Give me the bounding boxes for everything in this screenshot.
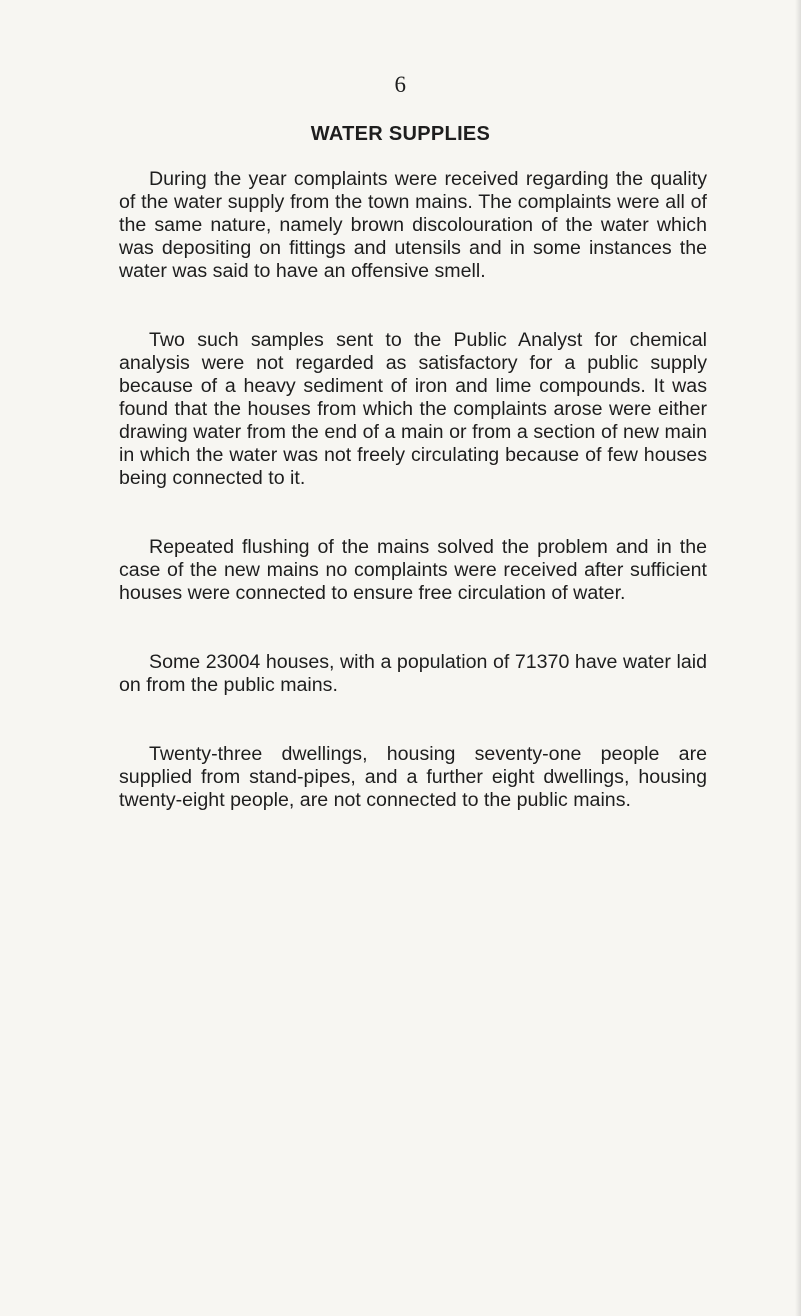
page-number: 6 [394,72,407,97]
paragraph-flushing: Repeated flushing of the mains solved the problem and in the case of the new mains no complaints were received after sufficient houses were connected to ensure free circulation of water. [119,536,707,604]
page-edge-shadow [795,0,801,1316]
paragraph-analysis: Two such samples sent to the Public Analyst for chemical analysis were not regarded as satisfactory for a public supply because of a heavy sediment of iron and lime compounds. It was found that the houses from which the complaints arose were either drawing water from the end of a main or from a section of new main in which the water was not freely circulating because of few houses being connected to it. [119,329,707,489]
paragraph-houses-supplied: Some 23004 houses, with a population of 71370 have water laid on from the public mains. [119,651,707,696]
paragraph-stand-pipes: Twenty-three dwellings, housing seventy-one people are supplied from stand-pipes, and a further eight dwellings, housing twenty-eight people, are not connected to the public mains. [119,743,707,811]
page-title: WATER SUPPLIES [310,123,491,145]
paragraph-complaints: During the year complaints were received regarding the quality of the water supply from the town mains. The complaints were all of the same nature, namely brown discolouration of the water which was depositing on fittings and utensils and in some instances the water was said to have an offensive smell. [119,168,707,282]
body-text [119,168,707,858]
